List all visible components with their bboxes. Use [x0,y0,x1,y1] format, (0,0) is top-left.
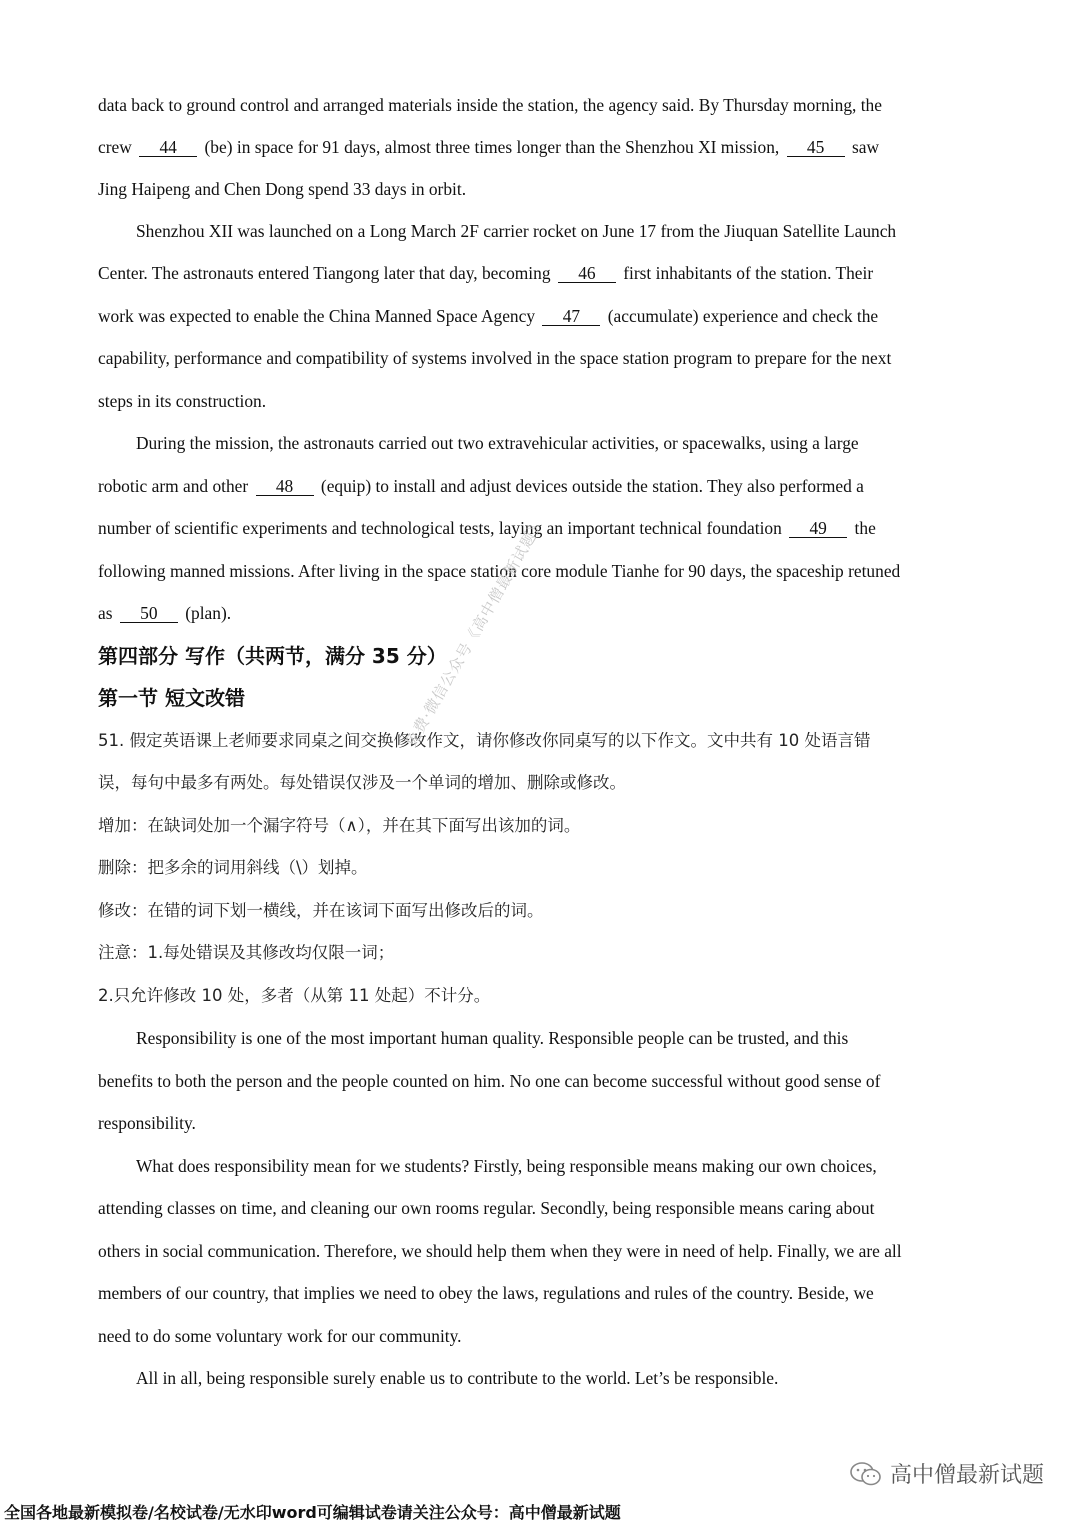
essay-line: attending classes on time, and cleaning our own rooms regular. Secondly, being responsible means caring about [98,1198,875,1218]
footer-banner: 全国各地最新模拟卷/名校试卷/无水印word可编辑试卷请关注公众号：高中僧最新试题 [4,1503,621,1522]
essay-line: need to do some voluntary work for our community. [98,1326,462,1346]
passage-line: crew 44 (be) in space for 91 days, almost three times longer than the Shenzhou XI mission, 45 saw [98,137,880,157]
blank-46[interactable]: 46 [558,264,616,283]
passage-line: Shenzhou XII was launched on a Long March 2F carrier rocket on June 17 from the Jiuquan Satellite Launch [136,221,897,241]
passage-line: Jing Haipeng and Chen Dong spend 33 days in orbit. [98,179,467,199]
instruction-modify: 修改：在错的词下划一横线，并在该词下面写出修改后的词。 [98,901,544,920]
blank-44[interactable]: 44 [139,138,197,157]
passage-line: number of scientific experiments and technological tests, laying an important technical foundation 49 the [98,518,876,538]
section-heading-part4: 第四部分 写作（共两节，满分 35 分） [98,644,447,668]
essay-line: responsibility. [98,1113,196,1133]
instruction-add: 增加：在缺词处加一个漏字符号（∧），并在其下面写出该加的词。 [98,816,581,835]
note-1: 注意：1.每处错误及其修改均仅限一词； [98,943,395,962]
passage-line: steps in its construction. [98,391,267,411]
blank-47[interactable]: 47 [542,307,600,326]
essay-line: All in all, being responsible surely enable us to contribute to the world. Let’s be responsible. [136,1368,779,1388]
question-51: 51. 假定英语课上老师要求同桌之间交换修改作文，请你修改你同桌写的以下作文。文中共有 10 处语言错 [98,731,871,750]
passage-line: During the mission, the astronauts carried out two extravehicular activities, or spacewalks, using a large [136,433,859,453]
blank-49[interactable]: 49 [789,519,847,538]
wechat-icon [850,1461,882,1487]
essay-line: Responsibility is one of the most important human quality. Responsible people can be trusted, and this [136,1028,849,1048]
blank-50[interactable]: 50 [120,604,178,623]
essay-line: What does responsibility mean for we students? Firstly, being responsible means making our own choices, [136,1156,877,1176]
question-51-cont: 误，每句中最多有两处。每处错误仅涉及一个单词的增加、删除或修改。 [98,773,626,792]
note-2: 2.只允许修改 10 处，多者（从第 11 处起）不计分。 [98,986,491,1005]
passage-line: as 50 (plan). [98,603,232,623]
passage-line: following manned missions. After living in the space station core module Tianhe for 90 days, the spaceship retuned [98,561,901,581]
passage-line: capability, performance and compatibility of systems involved in the space station program to prepare for the next [98,348,892,368]
blank-48[interactable]: 48 [256,477,314,496]
essay-line: benefits to both the person and the people counted on him. No one can become successful without good sense of [98,1071,881,1091]
passage-line: robotic arm and other 48 (equip) to install and adjust devices outside the station. They also performed a [98,476,864,496]
brand [850,1458,1044,1489]
instruction-delete: 删除：把多余的词用斜线（\）划掉。 [98,858,368,877]
brand-name: 高中僧最新试题 [889,1463,1044,1488]
section-heading-sec1: 第一节 短文改错 [98,686,245,710]
blank-45[interactable]: 45 [787,138,845,157]
essay-line: members of our country, that implies we need to obey the laws, regulations and rules of the country. Beside, we [98,1283,874,1303]
essay-line: others in social communication. Therefore, we should help them when they were in need of help. Finally, we are all [98,1241,902,1261]
watermark: 免费·微信公众号《高中僧最新试题》 [401,514,549,750]
passage-line: data back to ground control and arranged materials inside the station, the agency said. By Thursday morning, the [98,95,882,115]
passage-line: Center. The astronauts entered Tiangong later that day, becoming 46 first inhabitants of the station. Their [98,263,874,283]
passage-line: work was expected to enable the China Manned Space Agency 47 (accumulate) experience and check the [98,306,879,326]
